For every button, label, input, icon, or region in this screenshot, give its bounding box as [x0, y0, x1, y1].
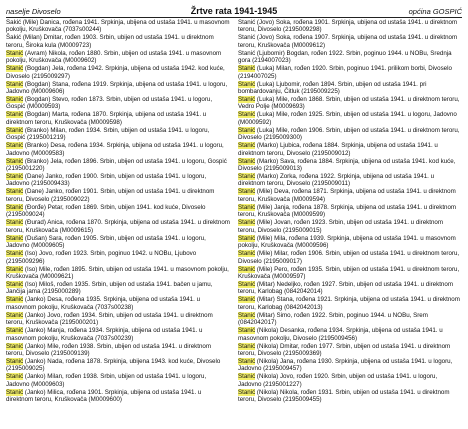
victim-surname: Stanić [6, 49, 24, 57]
victim-details: (Ljubomir) Bogdan, rođen 1922. Srbin, poginuo 1944. u NOBu, Srednja gora (2194007023) [238, 49, 452, 65]
victim-details: (Mile) Milar, rođen 1906. Srbin, ubijen od ustaša 1941. u direktnom teroru, Divoselo (2195009017) [238, 250, 460, 265]
victim-entry [6, 373, 230, 388]
victim-surname: Stanić [6, 327, 24, 335]
victim-entry [6, 81, 230, 96]
victim-details: (Mile) Deva, rođena 1871. Srpkinja, ubijena od ustaša 1941. u direktnom teroru, Kruškovača (M0009594) [238, 188, 456, 203]
victim-details: (Branko) Desa, rođena 1934. Srpkinja, ubijena od ustaša 1941. u logoru, Jadovno (M0009583) [6, 142, 224, 157]
victim-surname: Stanić [6, 357, 24, 365]
victim-surname: Stanić [6, 96, 24, 104]
victim-details: (Nikola) Desanka, rođena 1934. Srpkinja, ubijena od ustaša 1941. u masovnom pokolju, Divoselo (2195009456) [238, 327, 443, 342]
victim-details: (Marko) Zorka, rođena 1922. Srpkinja, ubijena od ustaša 1941. u direktnom teroru, Divoselo (2195009011) [238, 173, 435, 188]
victim-entry [238, 358, 462, 373]
victim-surname: Stanić [238, 342, 256, 350]
victim-details: (Mitar) Stana, rođena 1921. Srpkinja, ubijena od ustaša 1941. u direktnom teroru, Karlobag (0842042013) [238, 296, 460, 311]
victim-surname: Stanić [6, 280, 24, 288]
victim-surname: Stanić [6, 250, 24, 258]
victim-details: (Iso) Jovo, rođen 1923. Srbin, poginuo 1942. u NOBu, Ljubovo (2195009296) [6, 250, 197, 265]
victim-surname: Stanić [238, 388, 256, 396]
victim-surname: Stanić [6, 188, 24, 196]
victim-surname: Stanić [6, 126, 24, 134]
victim-entry [238, 312, 462, 327]
victim-details: (Mitar) Simo, rođen 1922. Srbin, poginuo 1944. u NOBu, Srem (0842042017) [238, 311, 428, 327]
victim-surname: Stanić [238, 142, 256, 150]
victim-details: (Iso) Miloš, rođen 1935. Srbin, ubijen od ustaša 1941. bačen u jamu, Jančija jama (2195000289) [6, 280, 213, 296]
victim-entry [238, 389, 462, 404]
victim-surname: Stanić [238, 296, 256, 304]
victim-surname: Stanić [238, 219, 256, 227]
victim-entry [238, 204, 462, 219]
victim-details: (Bogdan) Stana, rođena 1919. Srpkinja, ubijena od ustaša 1941. u logoru, Jadovno (M0009606) [6, 80, 228, 96]
victim-entry [6, 296, 230, 311]
victim-surname: Stanić [238, 34, 256, 42]
victim-entry [6, 358, 230, 373]
victim-entry [238, 281, 462, 296]
victim-details: (Jovo) Soka, rođena 1907. Srpkinja, ubijena od ustaša 1941. u direktnom teroru, Kruškovača (M0009612) [238, 34, 458, 49]
victim-surname: Stanić [238, 280, 256, 288]
victim-details: (Branko) Milan, rođen 1934. Srbin, ubijen od ustaša 1941. u logoru, Gospić (2195001219) [6, 126, 210, 142]
victim-surname: Stanić [6, 373, 24, 381]
left-column [6, 19, 230, 404]
page-title: Žrtve rata 1941-1945 [190, 6, 278, 16]
victim-entry [6, 327, 230, 342]
victim-entry [238, 158, 462, 173]
victim-details: (Bogdan) Jela, rođena 1942. Srpkinja, ubijena od ustaša 1942. kod kuće, Divoselo (2195009297) [6, 65, 225, 80]
victim-surname: Stanić [6, 157, 24, 165]
victim-entry [238, 173, 462, 188]
victim-details: (Bogdan) Stevo, rođen 1873. Srbin, ubijen od ustaša 1941. u logoru, Gospić (M0009593) [6, 96, 213, 111]
victim-entry [6, 127, 230, 142]
victim-details: (Janko) Manja, rođena 1934. Srpkinja, ubijena od ustaša 1941. u masovnom pokolju, Kruškovača (7037s00239) [6, 327, 203, 342]
victim-entry [6, 111, 230, 126]
victim-surname: Stanić [238, 80, 256, 88]
victim-entry [6, 50, 230, 65]
entry-columns [6, 19, 462, 404]
victim-details: (Janko) Milan, rođen 1938. Srbin, ubijen od ustaša 1941. u logoru, Jadovno (M0009603) [6, 373, 207, 388]
victim-entry [238, 50, 462, 65]
victim-details: (Nikola) Jana, rođena 1930. Srpkinja, ubijena od ustaša 1941. u logoru, Jadovno (2195009457) [238, 357, 453, 373]
victim-entry [238, 81, 462, 96]
victim-surname: Stanić [238, 49, 256, 57]
victim-details: (Luka) Mile, rođen 1906. Srbin, ubijen od ustaša 1941. u direktnom teroru, Divoselo (2195009300) [238, 126, 460, 142]
victim-entry [6, 219, 230, 234]
victim-surname: Stanić [238, 96, 256, 104]
victim-entry [238, 296, 462, 311]
victim-entry [6, 250, 230, 265]
victim-surname: Šakić [6, 19, 22, 26]
victim-details: (Mile) Mila, rođena 1939. Srpkinja, ubijena od ustaša 1941. u masovnom pokolju, Kruškovača (M0009596) [238, 234, 456, 250]
victim-details: (Jovo) Soka, rođena 1901. Srpkinja, ubijena od ustaša 1941. u direktnom teroru, Divoselo (2195009298) [238, 19, 458, 34]
victim-entry [6, 158, 230, 173]
victim-details: (Branko) Jela, rođen 1896. Srbin, ubijen od ustaša 1941. u logoru, Gospić (2195001220) [6, 157, 227, 173]
victim-entry [238, 65, 462, 80]
victim-entry [6, 266, 230, 281]
victim-entry [238, 266, 462, 281]
victim-details: (Nikola) Jovo, rođen 1920. Srbin, ubijen od ustaša 1941. u logoru, Jadovno (2195001227) [238, 373, 438, 388]
victim-details: (Dane) Janko, rođen 1901. Srbin, ubijen od ustaša 1941. u direktnom teroru, Divoselo (2195009022) [6, 188, 215, 203]
victim-details: (Đurad) Anica, rođena 1870. Srpkinja, ubijena od ustaša 1941. u direktnom teroru, Kruškovača (M0009615) [6, 219, 230, 234]
victim-details: (Mile) Pero, rođen 1935. Srbin, ubijen od ustaša 1941. u direktnom teroru, Kruškovača (M0009597) [238, 265, 460, 280]
victim-entry [6, 389, 230, 404]
victim-details: (Nikola) Dmitar, rođen 1977. Srbin, ubijen od ustaša 1941. u direktnom teroru, Divoselo (2195009369) [238, 342, 451, 357]
victim-entry [238, 19, 462, 34]
victim-entry [238, 327, 462, 342]
victim-entry [6, 312, 230, 327]
header-municipality: općina GOSPIĆ [408, 7, 462, 16]
victim-details: (Janko) Jovo, rođen 1934. Srbin, ubijen od ustaša 1941. u direktnom teroru, Kruškovača (2195000201) [6, 311, 213, 327]
victim-details: (Luka) Mile, rođen 1868. Srbin, ubijen od ustaša 1941. u direktnom teroru, Vedro Polje (M0009693) [238, 96, 460, 111]
victim-details: (Dušan) Sara, rođen 1905. Srbin, ubijen od ustaša 1941. u logoru, Jadovno (M0009605) [6, 234, 206, 250]
right-column [238, 19, 462, 404]
victim-surname: Stanić [6, 265, 24, 273]
victim-entry [238, 235, 462, 250]
victim-details: (Janko) Desa, rođena 1935. Srpkinja, ubijena od ustaša 1941. u masovnom pokolju, Kruškovača (7037s00238) [6, 296, 201, 311]
victim-details: (Mile) Janja, rođena 1878. Srpkinja, ubijena od ustaša 1941. u direktnom teroru, Kruškovača (M0009599) [238, 203, 457, 219]
victim-details: (Iso) Mile, rođen 1895. Srbin, ubijen od ustaša 1941. u masovnom pokolju, Kruškovača (M0009621) [6, 265, 229, 280]
victim-details: (Janko) Mile, rođen 1938. Srbin, ubijen od ustaša 1941. u direktnom teroru, Divoselo (2195009139) [6, 342, 212, 357]
victim-surname: Stanić [238, 265, 256, 273]
victim-entry [238, 127, 462, 142]
victim-entry [6, 188, 230, 203]
victim-surname: Stanić [6, 80, 24, 88]
victim-details: (Mile) Danica, rođena 1941. Srpkinja, ubijena od ustaša 1941. u masovnom pokolju, Kruškovača (7037s00244) [6, 19, 230, 34]
victim-surname: Stanić [238, 65, 256, 73]
victim-surname: Stanić [6, 65, 24, 73]
victim-surname: Stanić [6, 342, 24, 350]
victim-entry [238, 219, 462, 234]
victim-details: (Bogdan) Marta, rođena 1870. Srpkinja, ubijena od ustaša 1941. u direktnom teroru, Kruškovača (M0009598) [6, 111, 207, 126]
victim-entry [6, 173, 230, 188]
victim-details: (Nikola) Nikola, rođen 1931. Srbin, ubijen od ustaša 1941. u direktnom teroru, Divoselo (2195009455) [238, 388, 450, 404]
victim-entry [6, 235, 230, 250]
victim-details: (Dane) Janko, rođen 1900. Srbin, ubijen od ustaša 1941. u logoru, Jadovno (2195009433) [6, 173, 207, 188]
victim-entry [238, 343, 462, 358]
victim-details: (Milan) Dmitar, rođen 1903. Srbin, ubijen od ustaša 1941. u direktnom teroru, Široka kula (M0009723) [6, 34, 214, 49]
victim-surname: Šakić [6, 34, 22, 42]
victim-entry [6, 204, 230, 219]
victim-details: (Mile) Jovan, rođen 1923. Srbin, ubijen od ustaša 1941. u direktnom teroru, Divoselo (2195009015) [238, 219, 444, 234]
victim-surname: Stanić [6, 311, 24, 319]
victim-entry [6, 19, 230, 34]
victim-surname: Stanić [6, 111, 24, 119]
victim-details: (Luka) Mile, rođen 1925. Srbin, ubijen od ustaša 1941. u logoru, Jadovno (M0009592) [238, 111, 457, 126]
victim-surname: Stanić [6, 142, 24, 150]
victim-entry [238, 373, 462, 388]
victim-surname: Stanić [238, 203, 256, 211]
victim-details: (Marko) Ljubica, rođena 1884. Srpkinja, ubijena od ustaša 1941. u direktnom teroru, Divoselo (2195009012) [238, 142, 438, 157]
victim-surname: Stanić [238, 111, 256, 119]
victim-surname: Stanić [6, 173, 24, 181]
victim-surname: Stanić [238, 19, 256, 26]
victim-entry [238, 111, 462, 126]
victim-details: (Luka) Milan, rođen 1920. Srbin, poginuo 1941. prilikom borbi, Divoselo (2194007025) [238, 65, 452, 80]
victim-entry [238, 142, 462, 157]
victim-surname: Stanić [6, 203, 24, 211]
victim-entry [6, 34, 230, 49]
page-header [6, 4, 462, 18]
victim-surname: Stanić [238, 157, 256, 165]
victim-details: (Avram) Nikola, rođen 1880. Srbin, ubijen od ustaša 1941. u masovnom pokolju, Kruškovača (M0009602) [6, 49, 222, 65]
victim-entry [6, 142, 230, 157]
victim-entry [238, 250, 462, 265]
victim-surname: Stanić [238, 126, 256, 134]
victim-surname: Stanić [238, 173, 256, 181]
victim-surname: Stanić [6, 234, 24, 242]
victim-surname: Stanić [238, 188, 256, 196]
victim-surname: Stanić [238, 234, 256, 242]
victim-entry [238, 188, 462, 203]
victim-details: (Đorđe) Petar, rođen 1869. Srbin, ubijen 1941. kod kuće, Divoselo (2195009024) [6, 203, 206, 219]
victim-entry [6, 343, 230, 358]
victim-surname: Stanić [238, 373, 256, 381]
victim-entry [238, 34, 462, 49]
victim-surname: Stanić [6, 388, 24, 396]
victim-entry [238, 96, 462, 111]
victim-surname: Stanić [238, 311, 256, 319]
victim-details: (Janko) Nada, rođena 1878. Srpkinja, ubijena 1943. kod kuće, Divoselo (2195009025) [6, 357, 221, 373]
victim-surname: Stanić [238, 357, 256, 365]
victim-surname: Stanić [238, 250, 256, 258]
victim-details: (Marko) Sava, rođena 1884. Srpkinja, ubijena od ustaša 1941. kod kuće, Divoselo (2195009013) [238, 157, 456, 173]
victim-surname: Stanić [238, 327, 256, 335]
victim-details: (Mitar) Nedeljko, rođen 1927. Srbin, ubijen od ustaša 1941. u direktnom teroru, Karlobag (0842042014) [238, 280, 453, 296]
victim-entry [6, 96, 230, 111]
victim-surname: Stanić [6, 296, 24, 304]
header-settlement: naselje Divoselo [6, 7, 61, 16]
victim-surname: Stanić [6, 219, 24, 227]
victim-details: (Janko) Milica, rođena 1901. Srpkinja, ubijena od ustaša 1941. u direktnom teroru, Kruškovača (M0009600) [6, 388, 202, 404]
victim-entry [6, 65, 230, 80]
victim-details: (Luka) Ljubomir, rođen 1894. Srbin, ubijen od ustaša 1941. pri bombardovanju, Čitluk (2195009225) [238, 80, 427, 96]
victim-entry [6, 281, 230, 296]
